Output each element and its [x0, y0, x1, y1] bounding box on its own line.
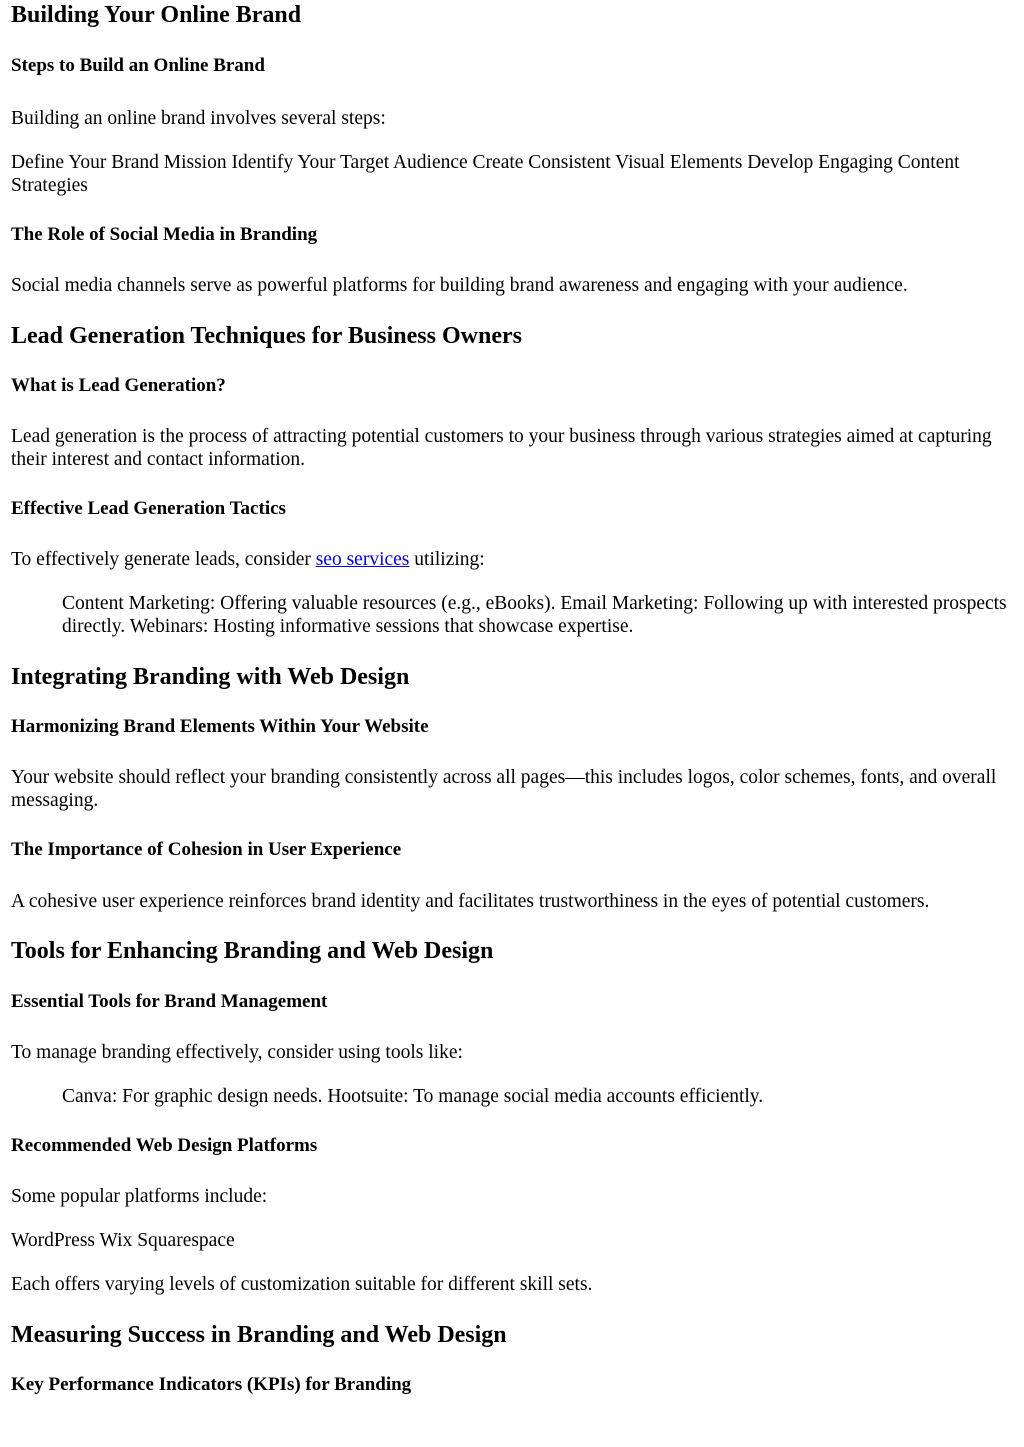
paragraph-essential-intro: To manage branding effectively, consider using tools like: [11, 1042, 463, 1063]
paragraph-steps-list: Define Your Brand Mission Identify Your Target Audience Create Consistent Visual Elements Develop Engaging Content Strategies [11, 152, 960, 196]
paragraph-platforms-intro: Some popular platforms include: [11, 1186, 268, 1207]
section-heading-building-brand: Building Your Online Brand [11, 2, 302, 28]
subheading-kpis: Key Performance Indicators (KPIs) for Branding [11, 1374, 412, 1395]
subheading-steps: Steps to Build an Online Brand [11, 55, 265, 76]
section-heading-integrating: Integrating Branding with Web Design [11, 664, 410, 690]
tactics-intro-text: To effectively generate leads, consider [11, 549, 316, 570]
subheading-harmonizing: Harmonizing Brand Elements Within Your Website [11, 716, 429, 737]
subheading-cohesion: The Importance of Cohesion in User Experience [11, 839, 402, 860]
paragraph-social-media: Social media channels serve as powerful platforms for building brand awareness and engaging with your audience. [11, 275, 908, 296]
subheading-what-is-lead-generation: What is Lead Generation? [11, 375, 226, 396]
paragraph-cohesion: A cohesive user experience reinforces brand identity and facilitates trustworthiness in the eyes of potential customers. [11, 891, 930, 912]
tactics-intro-suffix: utilizing: [409, 549, 485, 570]
paragraph-platforms-note: Each offers varying levels of customization suitable for different skill sets. [11, 1274, 593, 1295]
paragraph-lead-generation-definition: Lead generation is the process of attracting potential customers to your business through various strategies aimed at capturing their interest and contact information. [11, 426, 992, 470]
paragraph-steps-intro: Building an online brand involves several steps: [11, 108, 386, 129]
paragraph-platforms-list: WordPress Wix Squarespace [11, 1230, 235, 1251]
paragraph-harmonizing: Your website should reflect your branding consistently across all pages—this includes logos, color schemes, fonts, and overall messaging. [11, 767, 997, 811]
paragraph-tactics-intro [11, 548, 1013, 571]
article [0, 1, 1024, 1396]
seo-services-link[interactable]: seo services [315, 549, 410, 570]
subheading-web-design-platforms: Recommended Web Design Platforms [11, 1135, 318, 1156]
section-heading-tools: Tools for Enhancing Branding and Web Design [11, 938, 494, 964]
section-heading-lead-generation: Lead Generation Techniques for Business Owners [11, 323, 522, 349]
subheading-effective-tactics: Effective Lead Generation Tactics [11, 498, 286, 519]
section-heading-measuring: Measuring Success in Branding and Web Design [11, 1322, 507, 1348]
subheading-essential-tools: Essential Tools for Brand Management [11, 991, 328, 1012]
blockquote-tools-list: Canva: For graphic design needs. Hootsuite: To manage social media accounts efficiently. [62, 1086, 764, 1107]
blockquote-tactics-list: Content Marketing: Offering valuable resources (e.g., eBooks). Email Marketing: Following up with interested prospects directly. Webinars: Hosting informative sessions that showcase expertise. [62, 593, 1007, 637]
subheading-social-media: The Role of Social Media in Branding [11, 224, 318, 245]
